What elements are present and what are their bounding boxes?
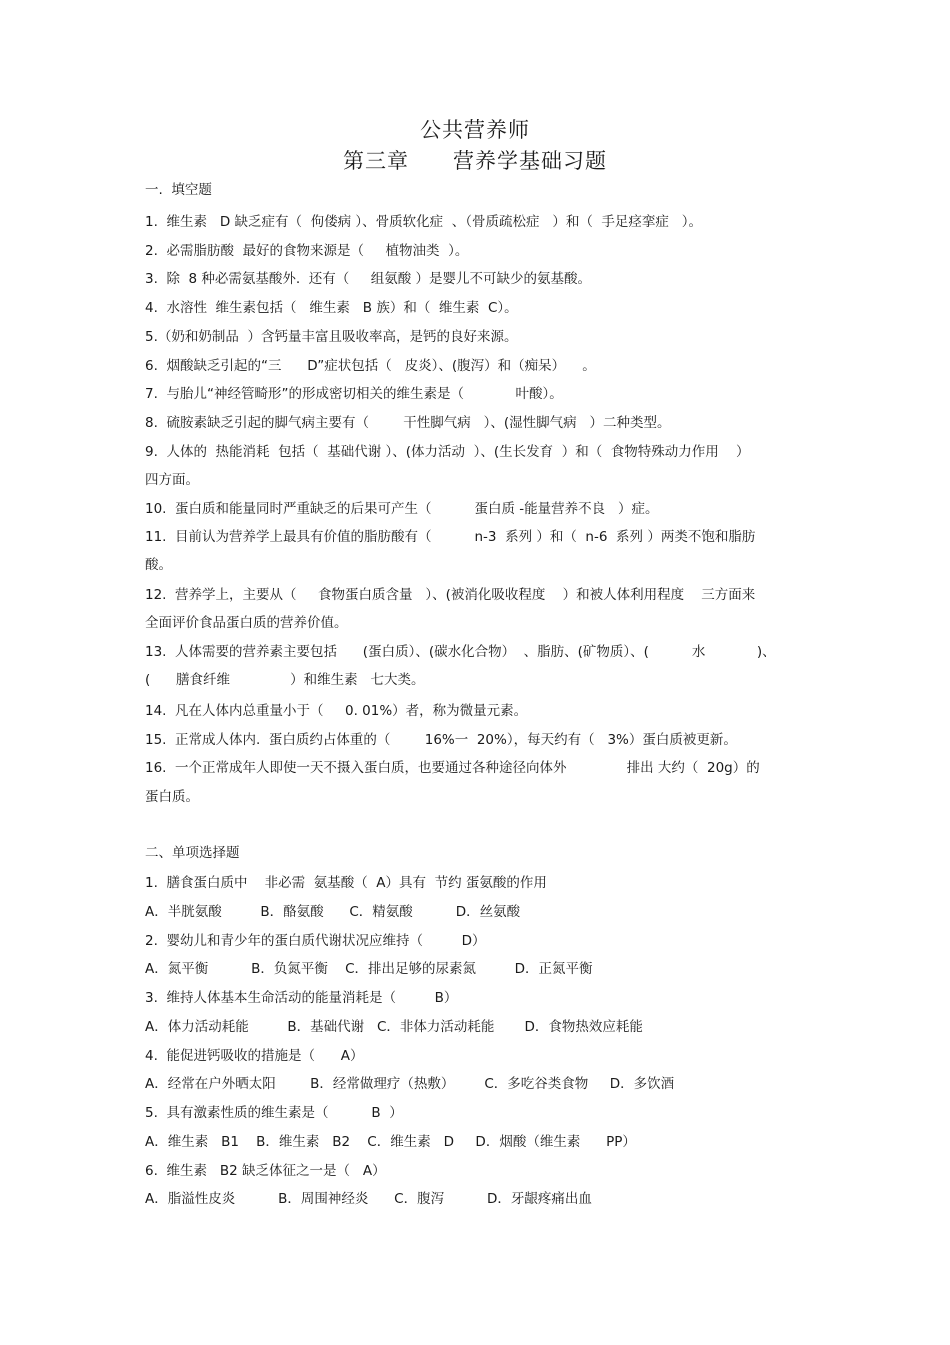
answer-options: A．经常在户外晒太阳 B．经常做理疗（热敷） C．多吃谷类食物 D．多饮酒	[145, 1076, 675, 1092]
question-line: 2. 必需脂肪酸 最好的食物来源是（ 植物油类 ）。	[145, 243, 469, 259]
question-line: 4. 水溶性 维生素包括（ 维生素 B 族）和（ 维生素 C）。	[145, 300, 518, 316]
question-line: 5. 具有激素性质的维生素是（ B ）	[145, 1105, 403, 1121]
question-line-continued: 四方面。	[145, 472, 199, 488]
question-line: 8. 硫胺素缺乏引起的脚气病主要有（ 干性脚气病 ）、(湿性脚气病 ）二种类型。	[145, 415, 671, 431]
answer-options: A．半胱氨酸 B．酪氨酸 C．精氨酸 D．丝氨酸	[145, 904, 521, 920]
question-line-continued: ( 膳食纤维 ）和维生素 七大类。	[145, 672, 425, 688]
answer-options: A．氮平衡 B．负氮平衡 C．排出足够的尿素氮 D．正氮平衡	[145, 961, 593, 977]
chapter-title: 第三章 营养学基础习题	[343, 149, 607, 173]
question-line: 6. 烟酸缺乏引起的“三 D”症状包括（ 皮炎）、(腹泻）和（痴呆） 。	[145, 358, 596, 374]
question-line: 4. 能促进钙吸收的措施是（ A）	[145, 1048, 364, 1064]
section-heading-single-choice: 二、单项选择题	[145, 845, 240, 861]
question-line: 6. 维生素 B2 缺乏体征之一是（ A）	[145, 1163, 386, 1179]
question-line: 12. 营养学上，主要从（ 食物蛋白质含量 ）、(被消化吸收程度 ）和被人体利用程度 三方面来	[145, 587, 756, 603]
question-line: 2. 婴幼儿和青少年的蛋白质代谢状况应维持（ D）	[145, 933, 486, 949]
section-heading-fill-blank: 一. 填空题	[145, 182, 212, 198]
answer-options: A．体力活动耗能 B．基础代谢 C．非体力活动耗能 D．食物热效应耗能	[145, 1019, 643, 1035]
question-line: 1. 膳食蛋白质中 非必需 氨基酸（ A）具有 节约 蛋氨酸的作用	[145, 875, 547, 891]
question-line: 13. 人体需要的营养素主要包括 (蛋白质）、(碳水化合物） 、脂肪、(矿物质）、( 水 )、	[145, 644, 776, 660]
question-line: 11. 目前认为营养学上最具有价值的脂肪酸有（ n-3 系列 ）和（ n-6 系列 ）两类不饱和脂肪	[145, 529, 756, 545]
answer-options: A．脂溢性皮炎 B．周围神经炎 C．腹泻 D．牙龈疼痛出血	[145, 1191, 592, 1207]
question-line-continued: 蛋白质。	[145, 789, 199, 805]
question-line: 3. 维持人体基本生命活动的能量消耗是（ B）	[145, 990, 458, 1006]
question-line-continued: 酸。	[145, 557, 172, 573]
question-line: 9. 人体的 热能消耗 包括（ 基础代谢 ）、(体力活动 ）、(生长发育 ）和（ 食物特殊动力作用 ）	[145, 444, 750, 460]
question-line: 14. 凡在人体内总重量小于（ 0. 01%）者，称为微量元素。	[145, 703, 528, 719]
document-title: 公共营养师	[420, 118, 530, 142]
question-line: 3. 除 8 种必需氨基酸外. 还有（ 组氨酸 ）是婴儿不可缺少的氨基酸。	[145, 271, 592, 287]
answer-options: A．维生素 B1 B．维生素 B2 C．维生素 D D．烟酸（维生素 PP）	[145, 1134, 636, 1150]
question-line: 1. 维生素 D 缺乏症有（ 佝偻病 ）、骨质软化症 、（骨质疏松症 ）和（ 手足痉挛症 ）。	[145, 214, 703, 230]
question-line: 16. 一个正常成年人即使一天不摄入蛋白质，也要通过各种途径向体外 排出 大约（ 20g）的	[145, 760, 760, 776]
question-line: 15. 正常成人体内. 蛋白质约占体重的（ 16%一 20%），每天约有（ 3%）蛋白质被更新。	[145, 732, 737, 748]
question-line: 10. 蛋白质和能量同时严重缺乏的后果可产生（ 蛋白质 -能量营养不良 ）症。	[145, 501, 659, 517]
question-line-continued: 全面评价食品蛋白质的营养价值。	[145, 615, 348, 631]
question-line: 5.（奶和奶制品 ）含钙量丰富且吸收率高，是钙的良好来源。	[145, 329, 518, 345]
question-line: 7. 与胎儿“神经管畸形”的形成密切相关的维生素是（ 叶酸）。	[145, 386, 563, 402]
